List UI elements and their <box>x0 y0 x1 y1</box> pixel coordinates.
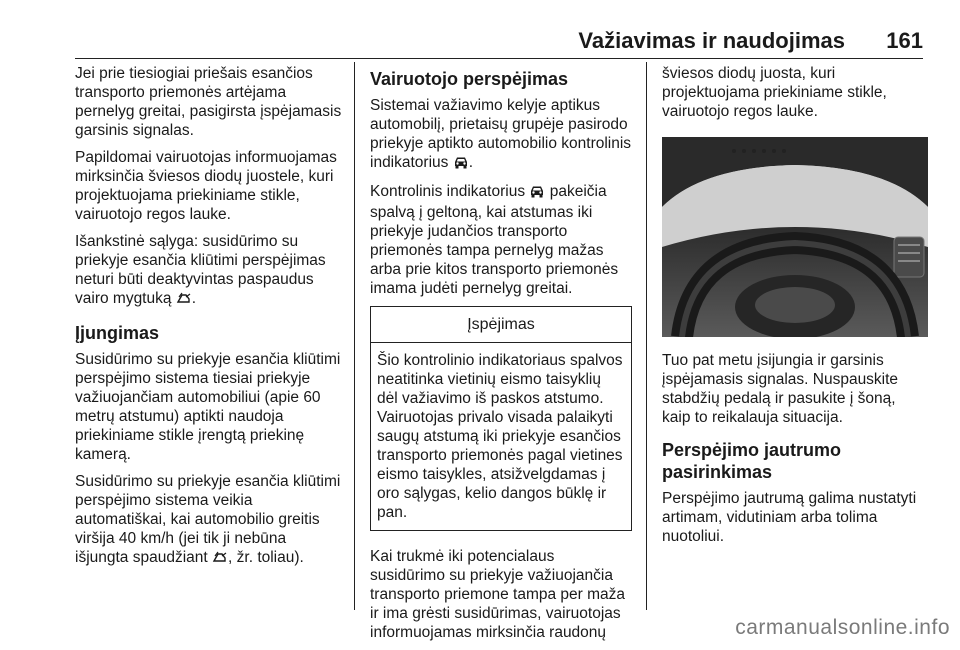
car-front-icon <box>529 184 545 203</box>
warning-title: Įspėjimas <box>371 307 631 343</box>
collision-alert-button-icon <box>212 550 228 569</box>
warning-box <box>370 306 632 531</box>
paragraph: Susidūrimo su priekyje esančia kliūtimi perspėjimo sistema tiesiai priekyje važiuojančiam automobiliui (apie 60 metrų atstumu) aptikti naudoja priekiniame stikle įrengtą priekinę kamerą. <box>75 351 341 463</box>
section-heading: Vairuotojo perspėjimas <box>370 69 569 89</box>
paragraph: Kontrolinis indikatorius pakeičia spalvą į geltoną, kai atstumas iki priekyje judančios transporto priemonės tampa pernelyg mažas arba prie kitos transporto priemonės imama judėti pernelyg greitai. <box>370 183 619 297</box>
section-heading: Įjungimas <box>75 323 160 343</box>
watermark: carmanualsonline.info <box>735 616 950 639</box>
warning-body: Šio kontrolinio indikatoriaus spalvos neatitinka vietinių eismo taisyklių dėl važiavimo iš paskos atstumo. Vairuotojas privalo visada palaikyti saugų atstumą iki priekyje esančios transporto priemonės pagal vietines eismo taisykles, atsižvelgdamas į oro sąlygas, kelio dangos būklę ir pan. <box>377 352 623 521</box>
paragraph: Kai trukmė iki potencialaus susidūrimo su priekyje važiuojančia transporto priemone tampa per maža ir ima grėsti susidūrimas, vairuotojas informuojamas mirksinčia raudonų <box>370 548 626 641</box>
paragraph: Papildomai vairuotojas informuojamas mirksinčia šviesos diodų juostele, kuri projektuojama priekiniame stikle, vairuotojo regos lauke. <box>75 149 337 223</box>
car-front-icon <box>453 155 469 174</box>
collision-alert-button-icon <box>176 291 192 310</box>
page-header <box>75 28 923 59</box>
paragraph: šviesos diodų juosta, kuri projektuojama priekiniame stikle, vairuotojo regos lauke. <box>662 65 887 120</box>
windshield-led-photo <box>662 137 928 337</box>
column-2 <box>370 64 632 650</box>
paragraph: Perspėjimo jautrumą galima nustatyti artimam, vidutiniam arba tolima nuotoliui. <box>662 490 917 545</box>
column-3 <box>662 64 928 554</box>
column-divider <box>646 62 647 610</box>
paragraph: Susidūrimo su priekyje esančia kliūtimi perspėjimo sistema veikia automatiškai, kai automobilio greitis viršija 40 km/h (jei tik ji nebūna išjungta spaudžiant , žr. toliau). <box>75 472 343 569</box>
paragraph: Sistemai važiavimo kelyje aptikus automobilį, prietaisų grupėje pasirodo priekyje aptikto automobilio kontrolinis indikatorius . <box>370 96 632 174</box>
paragraph: Tuo pat metu įsijungia ir garsinis įspėjamasis signalas. Nuspauskite stabdžių pedalą ir pasukite į šoną, kaip to reikalauja situacija. <box>662 352 899 426</box>
page-number: 161 <box>886 28 923 53</box>
dashboard-illustration <box>662 137 928 337</box>
page-title: Važiavimas ir naudojimas <box>578 28 845 53</box>
column-divider <box>354 62 355 610</box>
paragraph: Išankstinė sąlyga: susidūrimo su priekyje esančia kliūtimi perspėjimas neturi būti deaktyvintas paspaudus vairo mygtuką . <box>75 232 343 310</box>
section-heading: Perspėjimo jautrumo pasirinkimas <box>662 440 842 482</box>
column-1 <box>75 64 343 577</box>
paragraph: Jei prie tiesiogiai priešais esančios transporto priemonės artėjama pernelyg greitai, pasigirsta įspėjamasis garsinis signalas. <box>75 65 342 139</box>
